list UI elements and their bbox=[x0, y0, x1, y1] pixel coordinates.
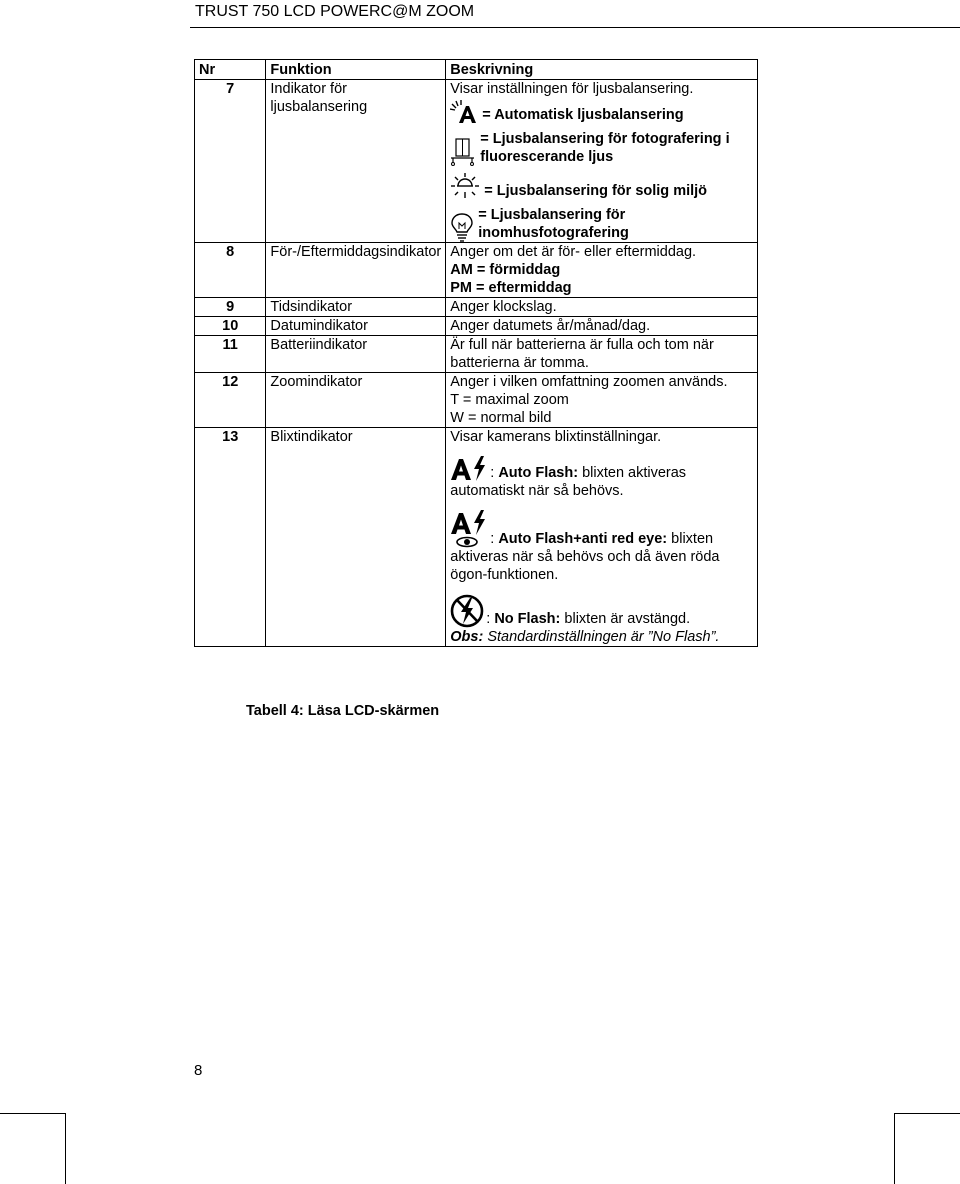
crop-mark-left-horizontal bbox=[0, 1113, 65, 1114]
row-function: Zoomindikator bbox=[266, 373, 446, 428]
row-number: 10 bbox=[195, 317, 266, 336]
fluorescent-lamp-icon bbox=[450, 138, 476, 166]
no-flash-icon bbox=[450, 594, 486, 628]
sun-icon bbox=[450, 172, 480, 200]
crop-mark-left-vertical bbox=[65, 1113, 66, 1184]
row-description: Anger i vilken omfattning zoomen används. T = maximal zoom W = normal bild bbox=[446, 373, 758, 428]
row-description: Anger om det är för- eller eftermiddag. AM = förmiddag PM = eftermiddag bbox=[446, 243, 758, 298]
wb-bulb-line: = Ljusbalansering för inomhusfotografering bbox=[450, 206, 753, 242]
column-header-function: Funktion bbox=[266, 60, 446, 80]
row-number: 13 bbox=[195, 428, 266, 647]
row-description: Är full när batterierna är fulla och tom när batterierna är tomma. bbox=[446, 336, 758, 373]
table-row bbox=[195, 317, 758, 336]
obs-note: Obs: Standardinställningen är ”No Flash”. bbox=[450, 629, 720, 645]
table-row bbox=[195, 373, 758, 428]
row-number: 7 bbox=[195, 80, 266, 243]
table-row bbox=[195, 336, 758, 373]
auto-white-balance-icon bbox=[450, 100, 478, 124]
auto-flash-icon bbox=[450, 456, 490, 482]
table-row bbox=[195, 428, 758, 647]
column-header-description: Beskrivning bbox=[446, 60, 758, 80]
table-header-row bbox=[195, 60, 758, 80]
row-function: Batteriindikator bbox=[266, 336, 446, 373]
auto-flash-red-eye-icon bbox=[450, 510, 490, 548]
wb-fluorescent-line: = Ljusbalansering för fotografering i fluorescerande ljus bbox=[450, 130, 753, 166]
crop-mark-right-horizontal bbox=[895, 1113, 960, 1114]
row-number: 8 bbox=[195, 243, 266, 298]
table-caption: Tabell 4: Läsa LCD-skärmen bbox=[246, 703, 440, 719]
crop-mark-right-vertical bbox=[894, 1113, 895, 1184]
row-function: Tidsindikator bbox=[266, 298, 446, 317]
row-description: Anger klockslag. bbox=[446, 298, 758, 317]
description-intro: Visar inställningen för ljusbalansering. bbox=[450, 81, 694, 97]
anti-red-eye-entry: : Auto Flash+anti red eye: blixten aktiveras när så behövs och då även röda ögon-funktionen. bbox=[450, 510, 753, 584]
row-number: 9 bbox=[195, 298, 266, 317]
page-number: 8 bbox=[194, 1062, 203, 1079]
row-description: Visar kamerans blixtinställningar. : Auto Flash: blixten aktiveras automatiskt när så behövs. : Auto Flash+anti red eye: blixten aktiveras när så behövs och då även röda ögon-funktionen. : No Flash: blixten är avstängd. Obs: Standardinställningen är ”No Flash”. bbox=[446, 428, 758, 647]
table-row bbox=[195, 80, 758, 243]
table-row bbox=[195, 298, 758, 317]
auto-flash-entry: : Auto Flash: blixten aktiveras automatiskt när så behövs. bbox=[450, 456, 753, 500]
row-number: 11 bbox=[195, 336, 266, 373]
header-rule bbox=[190, 27, 960, 28]
row-description: Anger datumets år/månad/dag. bbox=[446, 317, 758, 336]
column-header-nr: Nr bbox=[195, 60, 266, 80]
lcd-indicator-table bbox=[194, 59, 758, 647]
wb-sun-line: = Ljusbalansering för solig miljö bbox=[450, 172, 753, 200]
row-function: Datumindikator bbox=[266, 317, 446, 336]
row-function: Blixtindikator bbox=[266, 428, 446, 647]
row-function: Indikator för ljusbalansering bbox=[266, 80, 446, 243]
row-number: 12 bbox=[195, 373, 266, 428]
row-function: För-/Eftermiddagsindikator bbox=[266, 243, 446, 298]
light-bulb-icon bbox=[450, 212, 474, 242]
row-description bbox=[446, 80, 758, 243]
running-header: TRUST 750 LCD POWERC@M ZOOM bbox=[195, 3, 475, 20]
wb-auto-line: = Automatisk ljusbalansering bbox=[450, 100, 753, 124]
no-flash-entry: : No Flash: blixten är avstängd. Obs: Standardinställningen är ”No Flash”. bbox=[450, 594, 753, 646]
table-row bbox=[195, 243, 758, 298]
